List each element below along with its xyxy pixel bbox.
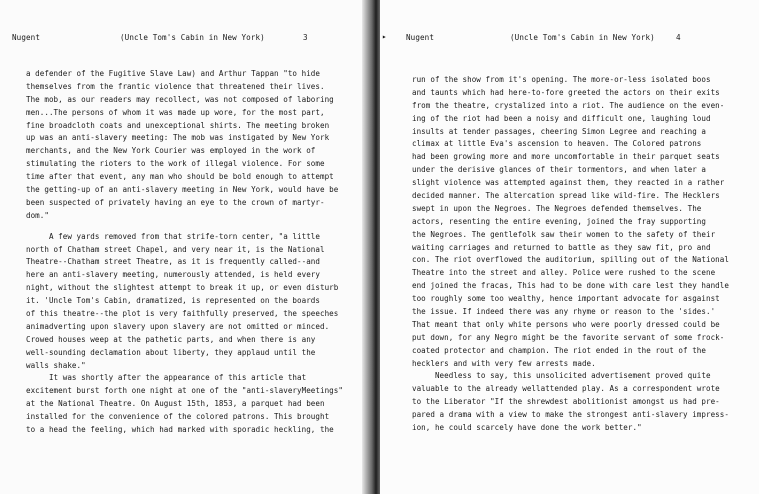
text-line: run of the show from it's opening. The more-or-less isolated boos xyxy=(412,75,711,84)
text-line: installed for the convenience of the colored patrons. This brought xyxy=(26,412,330,422)
text-line: ing of the riot had been a noisy and difficult one, laughing loud xyxy=(412,113,711,123)
text-line: themselves from the frantic violence that threatened their lives. xyxy=(26,81,325,91)
right-header-title: (Uncle Tom's Cabin in New York) xyxy=(510,33,655,42)
left-page-number: 3 xyxy=(303,33,308,42)
text-line: climax at little Eva's ascension to heaven. The Colored patrons xyxy=(412,139,702,149)
text-line: slight violence was attempted against them, they reacted in a rather xyxy=(412,178,725,188)
text-line: time after that event, any man who should be bold enough to attempt xyxy=(26,172,334,182)
text-line: merchants, and the New York Courier was employed in the work of xyxy=(26,146,316,156)
right-page-body xyxy=(412,74,729,435)
right-header-mark: ▸ xyxy=(382,32,387,41)
text-line: stimulating the rioters to the work of illegal violence. For some xyxy=(26,159,325,169)
left-page xyxy=(0,0,372,494)
text-line: excitement burst forth one night at one of the "anti-slaveryMeetings" xyxy=(26,386,343,396)
text-line: to the Liberator "If the shrewdest abolitionist amongst us had pre- xyxy=(412,397,720,407)
left-header-title: (Uncle Tom's Cabin in New York) xyxy=(120,33,265,42)
text-line: at the National Theatre. On August 15th, 1853, a parquet had been xyxy=(26,399,325,409)
text-line: ion, he could scarcely have done the work better." xyxy=(412,423,642,433)
text-line: the Negroes. The gentlefolk saw their women to the safety of their xyxy=(412,229,716,239)
text-line: here an anti-slavery meeting, numerously attended, is held every xyxy=(26,270,320,280)
text-line: It was shortly after the appearance of this article that xyxy=(26,373,307,383)
text-line: Theatre--Chatham street Theatre, as it is frequently called--and xyxy=(26,257,320,267)
text-line: it. 'Uncle Tom's Cabin, dramatized, is represented on the boards xyxy=(26,296,320,306)
text-line: hecklers and with very few arrests made. xyxy=(412,358,596,368)
text-line: too roughly some too wealthy, hence important advocate for asgainst xyxy=(412,294,720,304)
text-line: under the derisive glances of their tormentors, and when later a xyxy=(412,165,706,175)
left-header-author: Nugent xyxy=(12,33,41,42)
left-page-body xyxy=(26,68,343,437)
text-line: from the theatre, crystalized into a riot. The audience on the even- xyxy=(412,100,725,110)
text-line: fine broadcloth coats and unexceptional shirts. The meeting broken xyxy=(26,120,330,130)
text-line: end joined the fracas, This had to be done with care lest they handle xyxy=(412,281,729,291)
text-line: coated protector and champion. The riot ended in the rout of the xyxy=(412,345,706,355)
text-line: swept in upon the Negroes. The Negroes defended themselves. The xyxy=(412,203,702,213)
text-line: well-sounding declamation about liberty, they applaud until the xyxy=(26,347,316,357)
text-line: pared a drama with a view to make the strongest anti-slavery impress- xyxy=(412,410,729,420)
text-line: had been growing more and more uncomfortable in their parquet seats xyxy=(412,152,720,162)
text-line: put down, for any Negro might be the favorite servant of some frock- xyxy=(412,332,725,342)
text-line: a defender of the Fugitive Slave Law) and Arthur Tappan "to hide xyxy=(26,69,320,78)
text-line: north of Chatham street Chapel, and very near it, is the National xyxy=(26,244,325,254)
text-line: been suspected of privately having an eye to the crown of martyr- xyxy=(26,197,325,207)
text-line: the issue. If indeed there was any rhyme or reason to the 'sides.' xyxy=(412,307,716,317)
text-line: decided manner. The altercation spread like wild-fire. The Hecklers xyxy=(412,191,720,201)
text-line: actors, resenting the entire evening, joined the fray supporting xyxy=(412,216,706,226)
text-line: animadverting upon slavery upon slavery are not omitted or minced. xyxy=(26,321,330,331)
text-line: A few yards removed from that strife-torn center, "a little xyxy=(26,231,320,241)
text-line: up was an anti-slavery meeting: The mob was instigated by New York xyxy=(26,133,330,143)
text-line: The mob, as our readers may recollect, was not composed of laboring xyxy=(26,94,334,104)
text-line: Crowed houses weep at the pathetic parts, and when there is any xyxy=(26,334,316,344)
right-header-author: Nugent xyxy=(406,33,435,42)
text-line: valuable to the already wellattended play. As a correspondent wrote xyxy=(412,384,720,394)
text-line: con. The riot overflowed the auditorium, spilling out of the National xyxy=(412,255,729,265)
text-line: insults at tender passages, cheering Simon Legree and reaching a xyxy=(412,126,706,136)
text-line xyxy=(26,223,343,231)
right-page xyxy=(380,0,759,494)
text-line: dom." xyxy=(26,210,49,220)
text-line: Theatre into the street and alley. Police were rushed to the scene xyxy=(412,268,716,278)
text-line: the getting-up of an anti-slavery meeting in New York, would have be xyxy=(26,185,339,195)
text-line: That meant that only white persons who were poorly dressed could be xyxy=(412,319,720,329)
text-line: men...The persons of whom it was made up wore, for the most part, xyxy=(26,107,325,117)
right-page-number: 4 xyxy=(676,33,681,42)
text-line: to a head the feeling, which had marked with sporadic heckling, the xyxy=(26,425,334,435)
text-line: night, without the slightest attempt to break it up, or even disturb xyxy=(26,283,339,293)
text-line: Needless to say, this unsolicited advertisement proved quite xyxy=(412,371,711,381)
text-line: and taunts which had here-to-fore greeted the actors on their exits xyxy=(412,87,720,97)
text-line: walls shake." xyxy=(26,360,86,370)
text-line: of this theatre--the plot is very faithfully preserved, the speeches xyxy=(26,309,339,319)
text-line: waiting carriages and returned to battle as they saw fit, pro and xyxy=(412,242,711,252)
